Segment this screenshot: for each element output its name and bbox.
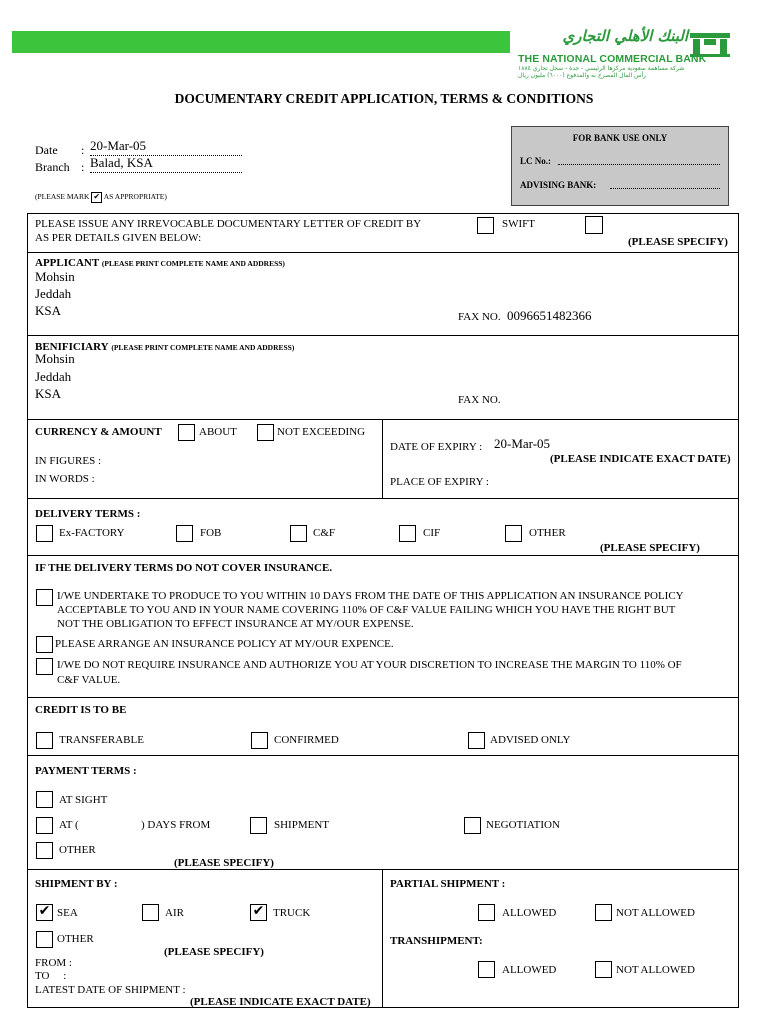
truck-label: TRUCK bbox=[273, 907, 311, 919]
cf-label: C&F bbox=[313, 527, 336, 539]
partial-allowed-checkbox[interactable] bbox=[478, 904, 495, 921]
advising-bank-field[interactable] bbox=[610, 188, 720, 189]
branch-label: Branch bbox=[35, 160, 70, 174]
from-label: FROM : bbox=[35, 957, 72, 969]
insurance-option-2-checkbox[interactable] bbox=[36, 636, 53, 653]
in-figures-label: IN FIGURES : bbox=[35, 455, 102, 467]
fob-label: FOB bbox=[200, 527, 222, 539]
payment-shipment-checkbox[interactable] bbox=[250, 817, 267, 834]
bank-subtitle bbox=[518, 65, 684, 79]
please-mark-note bbox=[35, 192, 167, 203]
bank-english-name: THE NATIONAL COMMERCIAL BANK bbox=[518, 53, 707, 65]
payment-other-label: OTHER bbox=[59, 844, 96, 856]
transhipment-allowed-label: ALLOWED bbox=[502, 964, 557, 976]
insurance-label: IF THE DELIVERY TERMS DO NOT COVER INSURANCE. bbox=[35, 562, 333, 574]
insurance-option-1-checkbox[interactable] bbox=[36, 589, 53, 606]
confirmed-label: CONFIRMED bbox=[274, 734, 339, 746]
partial-allowed-label: ALLOWED bbox=[502, 907, 557, 919]
cif-checkbox[interactable] bbox=[399, 525, 416, 542]
please-mark-text: (PLEASE MARK bbox=[35, 192, 90, 202]
delivery-other-label: OTHER bbox=[529, 527, 566, 539]
insurance-option-1-line: NOT THE OBLIGATION TO EFFECT INSURANCE AT MY/OUR EXPENSE. bbox=[57, 618, 414, 630]
at-label: AT ( bbox=[59, 819, 79, 831]
issue-line-2: AS PER DETAILS GIVEN BELOW: bbox=[35, 232, 202, 244]
delivery-other-checkbox[interactable] bbox=[505, 525, 522, 542]
latest-date-note: (PLEASE INDICATE EXACT DATE) bbox=[190, 996, 371, 1008]
shipment-section bbox=[27, 870, 739, 1008]
partial-not-allowed-checkbox[interactable] bbox=[595, 904, 612, 921]
expiry-note: (PLEASE INDICATE EXACT DATE) bbox=[550, 453, 731, 465]
delivery-section bbox=[27, 499, 739, 556]
payment-label: PAYMENT TERMS : bbox=[35, 765, 137, 777]
credit-section bbox=[27, 698, 739, 756]
applicant-fax-value[interactable]: 0096651482366 bbox=[507, 308, 592, 323]
fob-checkbox[interactable] bbox=[176, 525, 193, 542]
cif-label: CIF bbox=[423, 527, 441, 539]
beneficiary-line: Jeddah bbox=[35, 369, 72, 384]
shipment-other-checkbox[interactable] bbox=[36, 931, 53, 948]
applicant-line: KSA bbox=[35, 303, 62, 318]
not-exceeding-checkbox[interactable] bbox=[257, 424, 274, 441]
delivery-please-specify: (PLEASE SPECIFY) bbox=[600, 542, 700, 554]
date-of-expiry-value[interactable]: 20-Mar-05 bbox=[494, 436, 551, 451]
insurance-option-1-line: ACCEPTABLE TO YOU AND IN YOUR NAME COVERING 110% OF C&F VALUE FAILING WHICH YOU HAVE THE RIGHT BUT bbox=[57, 604, 676, 616]
transferable-checkbox[interactable] bbox=[36, 732, 53, 749]
about-checkbox[interactable] bbox=[178, 424, 195, 441]
transhipment-allowed-checkbox[interactable] bbox=[478, 961, 495, 978]
bank-subtitle-line: رأس المال المصرح به والمدفوع (٦٠٠٠) مليون ريال bbox=[518, 72, 647, 79]
date-field[interactable]: 20-Mar-05 bbox=[90, 138, 242, 156]
shipment-other-label: OTHER bbox=[57, 933, 94, 945]
applicant-heading bbox=[35, 257, 285, 269]
beneficiary-fax-label: FAX NO. bbox=[458, 394, 501, 406]
branch-field[interactable]: Balad, KSA bbox=[90, 155, 242, 173]
negotiation-label: NEGOTIATION bbox=[486, 819, 560, 831]
other-method-checkbox[interactable] bbox=[585, 216, 603, 234]
advised-only-checkbox[interactable] bbox=[468, 732, 485, 749]
not-exceeding-label: NOT EXCEEDING bbox=[277, 426, 366, 438]
bank-use-box bbox=[511, 126, 729, 206]
advising-bank-label: ADVISING BANK: bbox=[520, 180, 597, 190]
cf-checkbox[interactable] bbox=[290, 525, 307, 542]
lc-number-field[interactable] bbox=[558, 164, 720, 165]
insurance-option-3-checkbox[interactable] bbox=[36, 658, 53, 675]
in-words-label: IN WORDS : bbox=[35, 473, 95, 485]
shipment-label: SHIPMENT BY : bbox=[35, 878, 118, 890]
place-of-expiry-label: PLACE OF EXPIRY : bbox=[390, 476, 489, 488]
insurance-option-3-line: C&F VALUE. bbox=[57, 674, 121, 686]
header-green-bar bbox=[12, 31, 510, 53]
at-sight-label: AT SIGHT bbox=[59, 794, 108, 806]
air-checkbox[interactable] bbox=[142, 904, 159, 921]
currency-section bbox=[27, 420, 739, 499]
truck-checkbox[interactable]: ✔ bbox=[250, 904, 267, 921]
insurance-option-1-line: I/WE UNDERTAKE TO PRODUCE TO YOU WITHIN 10 DAYS FROM THE DATE OF THIS APPLICATION AN INSURANCE POLICY bbox=[57, 590, 684, 602]
transhipment-not-allowed-checkbox[interactable] bbox=[595, 961, 612, 978]
payment-shipment-label: SHIPMENT bbox=[274, 819, 330, 831]
issue-line-1: PLEASE ISSUE ANY IRREVOCABLE DOCUMENTARY LETTER OF CREDIT BY bbox=[35, 218, 422, 230]
partial-shipment-label: PARTIAL SHIPMENT : bbox=[390, 878, 506, 890]
bank-use-title: FOR BANK USE ONLY bbox=[572, 133, 668, 143]
applicant-fax-label: FAX NO. bbox=[458, 311, 501, 323]
partial-not-allowed-label: NOT ALLOWED bbox=[616, 907, 695, 919]
please-specify-note: (PLEASE SPECIFY) bbox=[628, 236, 728, 248]
to-label: TO : bbox=[35, 970, 67, 982]
beneficiary-line: KSA bbox=[35, 386, 62, 401]
swift-label: SWIFT bbox=[502, 218, 535, 230]
date-of-expiry-label: DATE OF EXPIRY : bbox=[390, 441, 483, 453]
transhipment-label: TRANSHIPMENT: bbox=[390, 935, 483, 947]
advised-only-label: ADVISED ONLY bbox=[490, 734, 571, 746]
applicant-note: (PLEASE PRINT COMPLETE NAME AND ADDRESS) bbox=[101, 259, 285, 268]
transhipment-not-allowed-label: NOT ALLOWED bbox=[616, 964, 695, 976]
ex-factory-checkbox[interactable] bbox=[36, 525, 53, 542]
page-title: DOCUMENTARY CREDIT APPLICATION, TERMS & CONDITIONS bbox=[174, 91, 594, 106]
air-label: AIR bbox=[165, 907, 184, 919]
bank-subtitle-line: شركة مساهمة سعودية مركزها الرئيسي - جدة - سجل تجاري ١٨٨٤ bbox=[518, 65, 685, 72]
sea-label: SEA bbox=[57, 907, 78, 919]
at-sight-checkbox[interactable] bbox=[36, 791, 53, 808]
negotiation-checkbox[interactable] bbox=[464, 817, 481, 834]
insurance-section bbox=[27, 556, 739, 698]
applicant-section bbox=[27, 253, 739, 336]
sample-checkbox: ✔ bbox=[91, 192, 102, 203]
date-label: Date bbox=[35, 143, 58, 157]
payment-section bbox=[27, 756, 739, 870]
days-from-label: ) DAYS FROM bbox=[141, 819, 211, 831]
bank-arabic-name: البنك الأهلي التجاري bbox=[562, 27, 688, 45]
beneficiary-section bbox=[27, 336, 739, 420]
beneficiary-label: BENIFICIARY bbox=[35, 341, 109, 353]
transferable-label: TRANSFERABLE bbox=[59, 734, 144, 746]
swift-checkbox[interactable] bbox=[477, 217, 494, 234]
applicant-line: Jeddah bbox=[35, 286, 72, 301]
latest-date-label: LATEST DATE OF SHIPMENT : bbox=[35, 984, 186, 996]
payment-please-specify: (PLEASE SPECIFY) bbox=[174, 857, 274, 869]
beneficiary-note: (PLEASE PRINT COMPLETE NAME AND ADDRESS) bbox=[111, 343, 295, 352]
applicant-label: APPLICANT bbox=[35, 257, 100, 269]
payment-other-checkbox[interactable] bbox=[36, 842, 53, 859]
delivery-label: DELIVERY TERMS : bbox=[35, 508, 141, 520]
date-colon: : bbox=[81, 143, 85, 157]
bank-logo bbox=[516, 27, 730, 87]
beneficiary-line: Mohsin bbox=[35, 351, 75, 366]
lc-number-label: LC No.: bbox=[520, 156, 551, 166]
insurance-option-3-line: I/WE DO NOT REQUIRE INSURANCE AND AUTHORIZE YOU AT YOUR DISCRETION TO INCREASE THE MARGIN TO 110% OF bbox=[57, 659, 682, 671]
applicant-line: Mohsin bbox=[35, 269, 75, 284]
insurance-option-2-label: PLEASE ARRANGE AN INSURANCE POLICY AT MY/OUR EXPENCE. bbox=[55, 638, 394, 650]
as-appropriate-text: AS APPROPRIATE) bbox=[103, 192, 167, 202]
credit-label: CREDIT IS TO BE bbox=[35, 704, 127, 716]
confirmed-checkbox[interactable] bbox=[251, 732, 268, 749]
shipment-divider bbox=[382, 870, 383, 1008]
currency-label: CURRENCY & AMOUNT bbox=[35, 426, 162, 438]
at-days-checkbox[interactable] bbox=[36, 817, 53, 834]
branch-colon: : bbox=[81, 160, 85, 174]
shipment-please-specify: (PLEASE SPECIFY) bbox=[164, 946, 264, 958]
ex-factory-label: Ex-FACTORY bbox=[59, 527, 125, 539]
about-label: ABOUT bbox=[199, 426, 237, 438]
currency-divider bbox=[382, 420, 383, 499]
issue-section bbox=[27, 213, 739, 253]
sea-checkbox[interactable]: ✔ bbox=[36, 904, 53, 921]
